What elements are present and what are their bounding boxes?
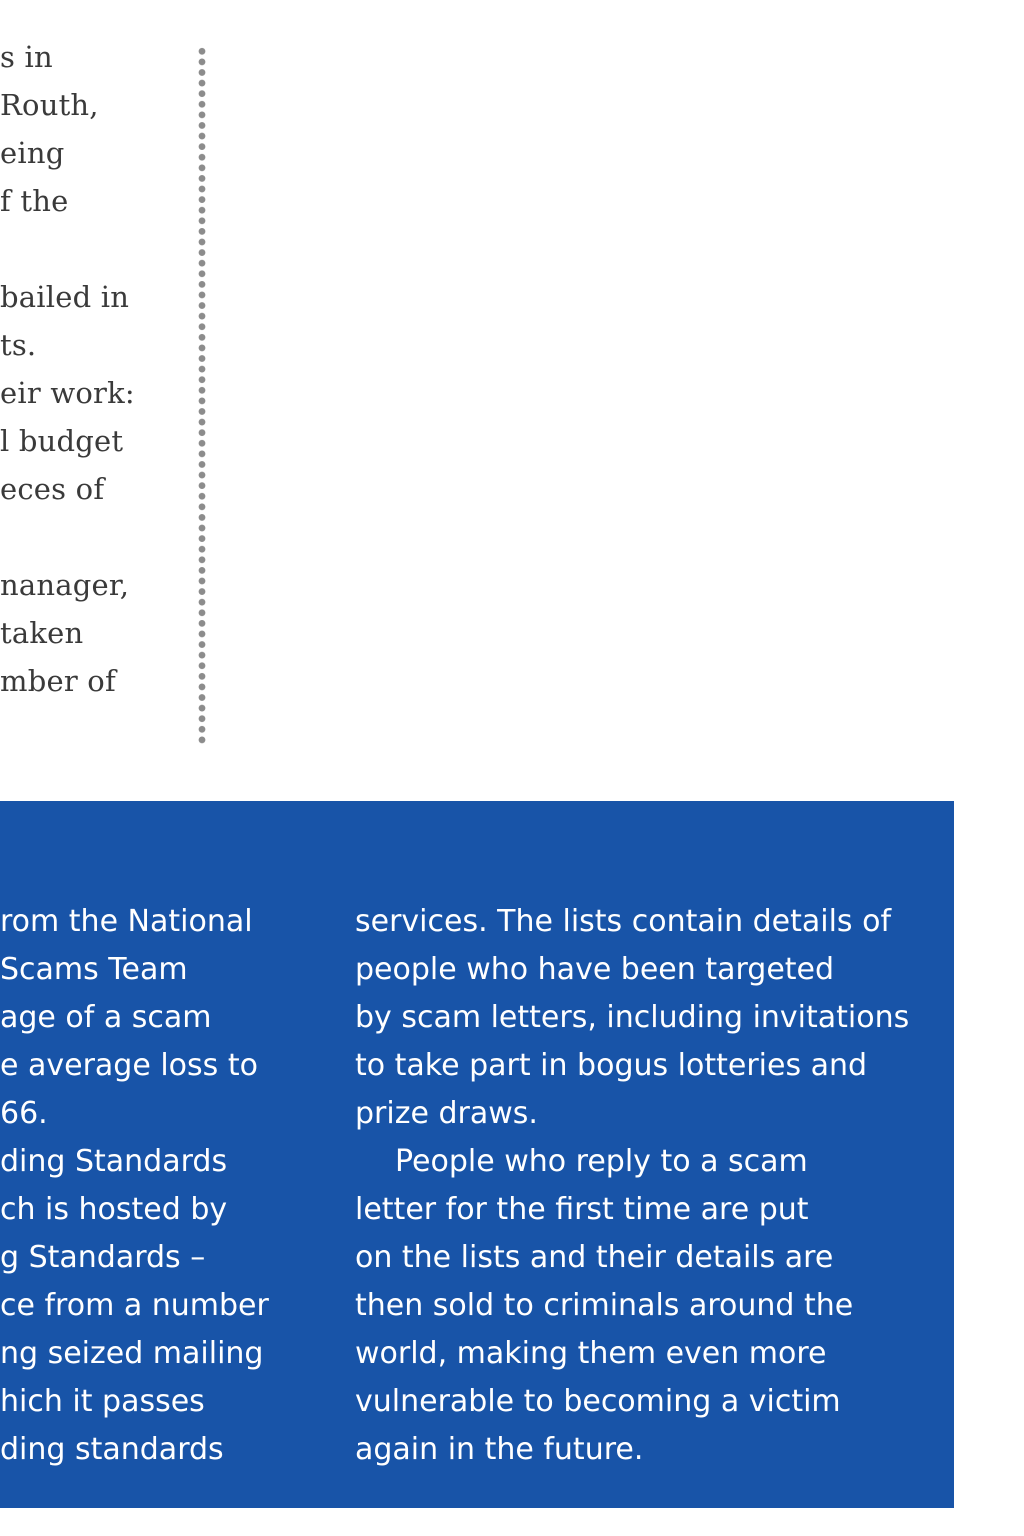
panel-text-line: ng seized mailing xyxy=(0,1336,264,1371)
panel-text-line: ding standards xyxy=(0,1432,224,1467)
article-text-line: mber of xyxy=(0,664,116,698)
article-text-line: ts. xyxy=(0,328,37,362)
article-text-line: l budget xyxy=(0,424,124,458)
panel-text-line: hich it passes xyxy=(0,1384,205,1419)
article-text-line: eing xyxy=(0,136,65,170)
panel-text-line: rom the National xyxy=(0,904,253,939)
panel-text-line: ce from a number xyxy=(0,1288,269,1323)
panel-text-line: vulnerable to becoming a victim xyxy=(355,1384,841,1419)
highlight-panel xyxy=(0,801,954,1508)
article-text-line: s in xyxy=(0,40,53,74)
panel-text-line: ding Standards xyxy=(0,1144,228,1179)
article-text-line: taken xyxy=(0,616,84,650)
article-text-line: nanager, xyxy=(0,568,130,602)
panel-text-line: age of a scam xyxy=(0,1000,212,1035)
article-text-line: bailed in xyxy=(0,280,130,314)
article-text-line: Routh, xyxy=(0,88,99,122)
panel-paragraph-start: People who reply to a scam xyxy=(395,1144,808,1179)
panel-text-line: to take part in bogus lotteries and xyxy=(355,1048,868,1083)
panel-text-line: on the lists and their details are xyxy=(355,1240,834,1275)
panel-text-line: then sold to criminals around the xyxy=(355,1288,854,1323)
panel-text-line: by scam letters, including invitations xyxy=(355,1000,910,1035)
panel-text-line: g Standards – xyxy=(0,1240,206,1275)
article-text-line: eir work: xyxy=(0,376,135,410)
panel-right-column xyxy=(355,898,945,1474)
panel-text-line: letter for the first time are put xyxy=(355,1192,809,1227)
panel-text-line: people who have been targeted xyxy=(355,952,835,987)
panel-text-line: prize draws. xyxy=(355,1096,538,1131)
article-text-column xyxy=(0,33,190,705)
article-text-line xyxy=(0,225,190,273)
panel-text-line: Scams Team xyxy=(0,952,188,987)
panel-text-line: again in the future. xyxy=(355,1432,644,1467)
panel-left-column xyxy=(0,898,300,1474)
panel-text-line: 66. xyxy=(0,1096,48,1131)
article-text-line: f the xyxy=(0,184,69,218)
panel-text-line: services. The lists contain details of xyxy=(355,904,892,939)
panel-text-line: e average loss to xyxy=(0,1048,258,1083)
panel-text-line: ch is hosted by xyxy=(0,1192,228,1227)
article-text-line: eces of xyxy=(0,472,105,506)
dotted-column-divider xyxy=(197,46,207,746)
panel-text-line: world, making them even more xyxy=(355,1336,827,1371)
article-text-line xyxy=(0,513,190,561)
